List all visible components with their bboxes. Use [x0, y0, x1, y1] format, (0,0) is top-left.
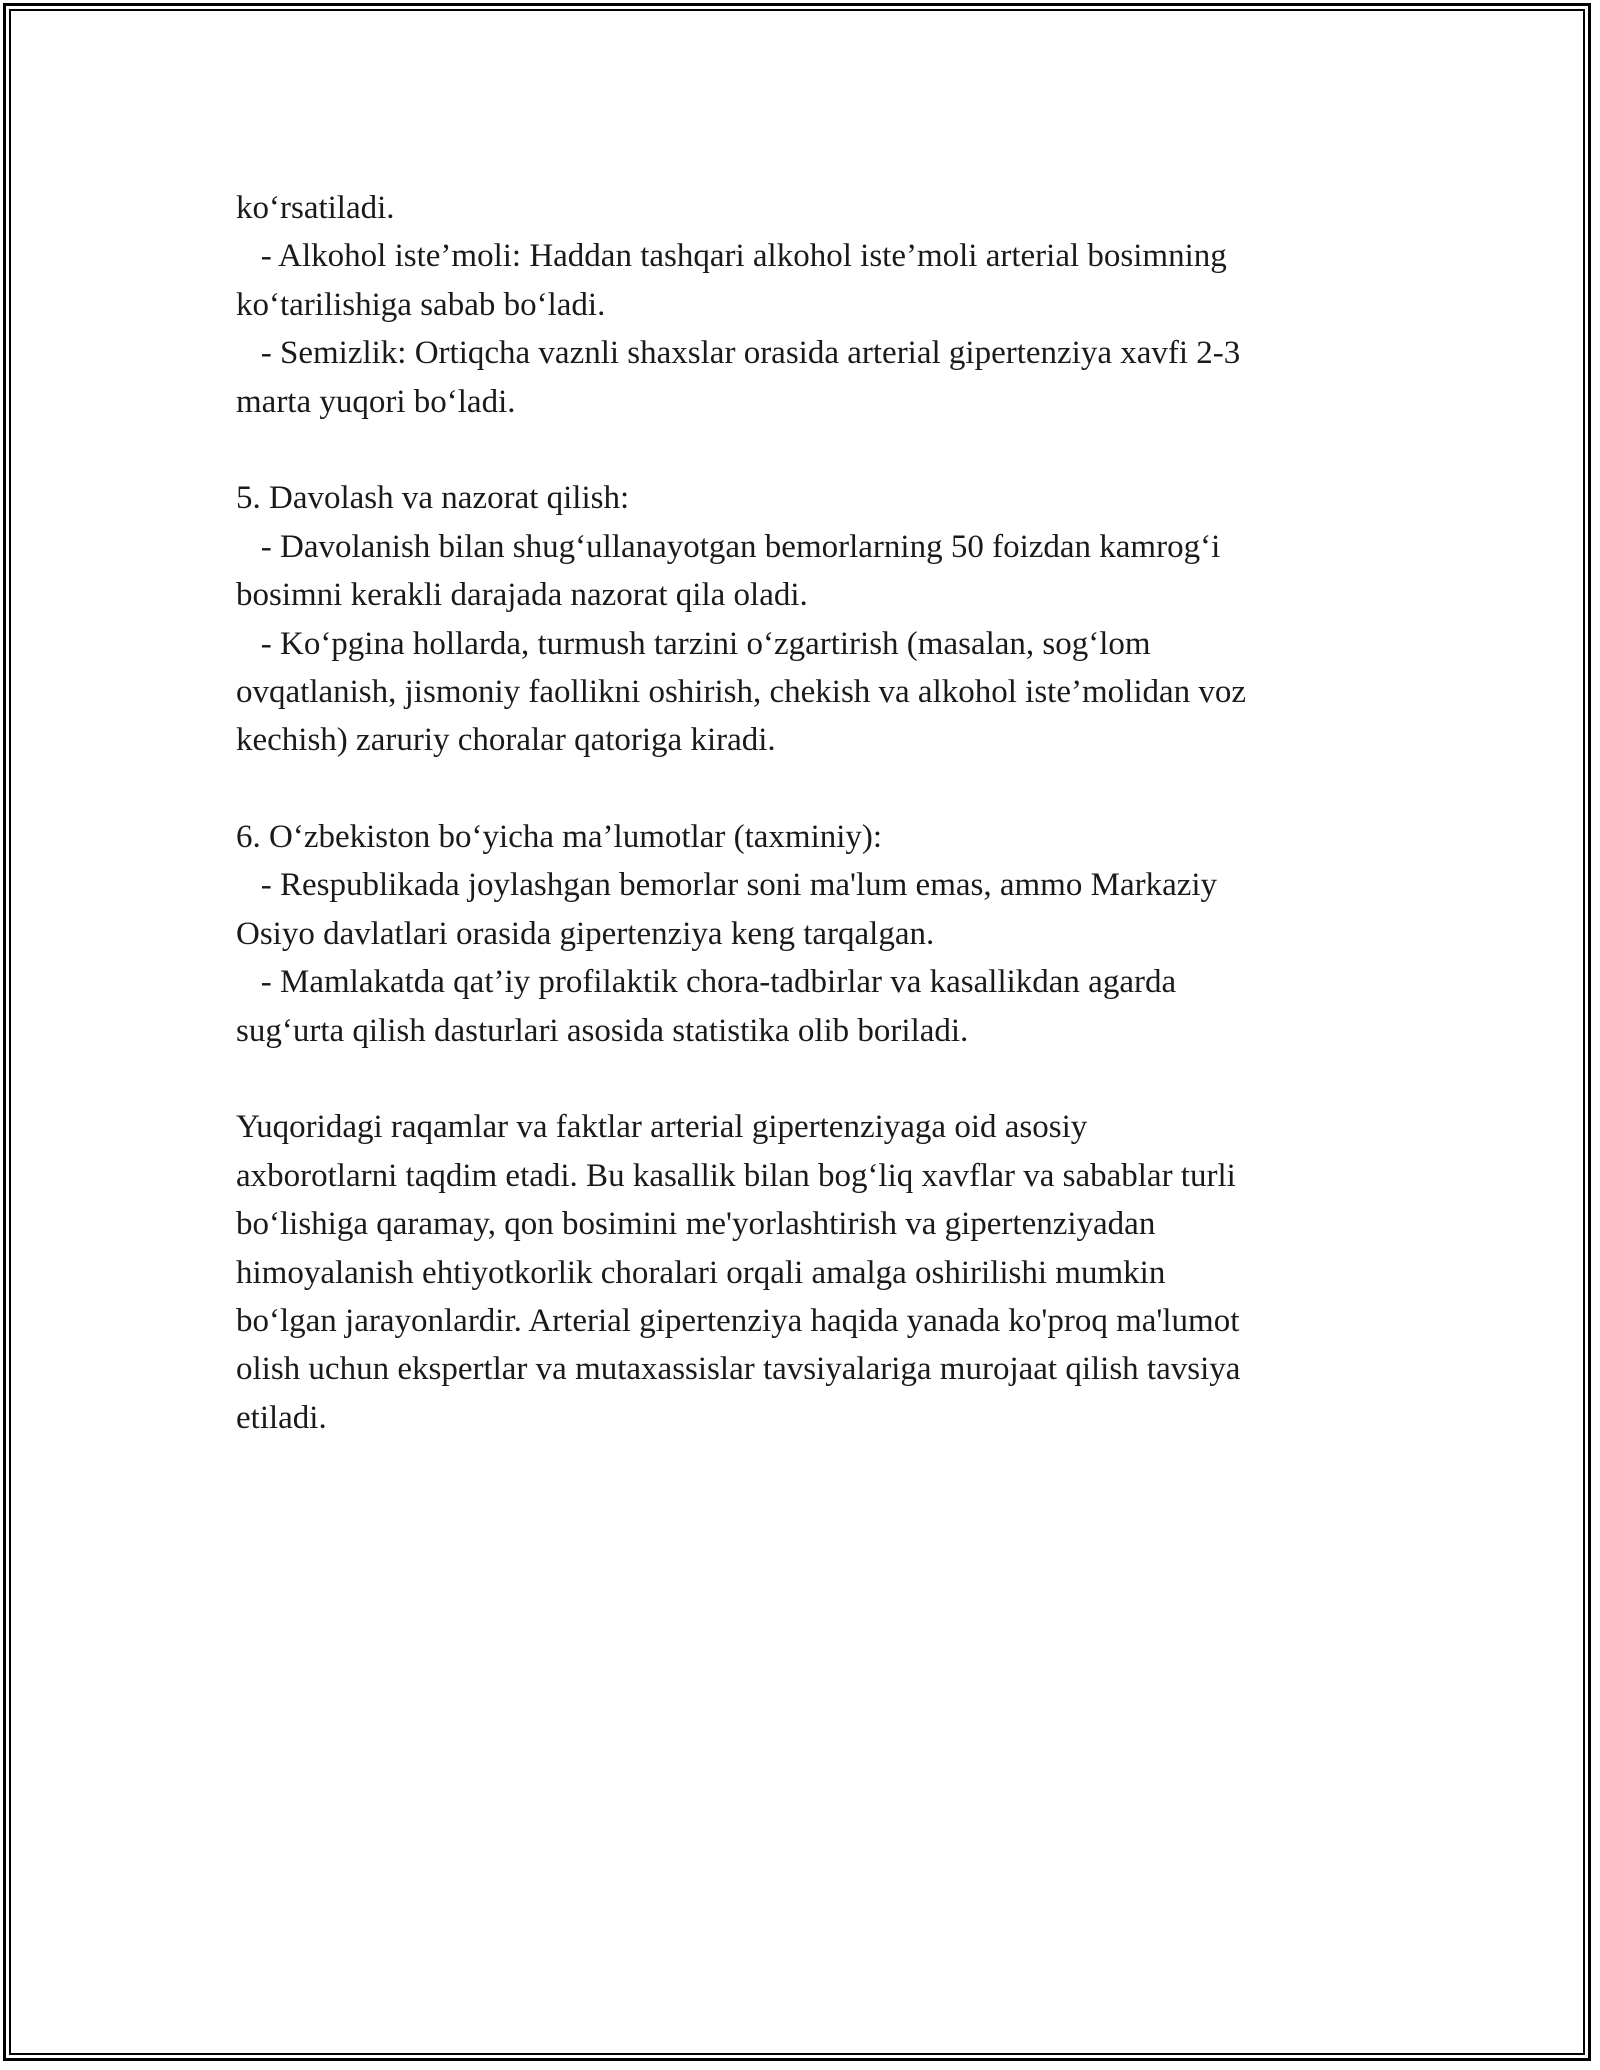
paragraph-spacer [236, 426, 1396, 474]
text-line: Yuqoridagi raqamlar va faktlar arterial gipertenziyaga oid asosiy [236, 1109, 1088, 1146]
text-line: - Semizlik: Ortiqcha vaznli shaxslar orasida arterial gipertenziya xavfi 2-3 [236, 335, 1241, 372]
text-line: - Alkohol iste’moli: Haddan tashqari alkohol iste’moli arterial bosimning [236, 238, 1227, 275]
document-text [236, 184, 1396, 1442]
text-line: bo‘lishiga qaramay, qon bosimini me'yorlashtirish va gipertenziyadan [236, 1206, 1156, 1243]
text-line: - Mamlakatda qat’iy profilaktik chora-tadbirlar va kasallikdan agarda [236, 964, 1177, 1001]
text-line: - Davolanish bilan shug‘ullanayotgan bemorlarning 50 foizdan kamrog‘i [236, 528, 1221, 565]
text-line: kechish) zaruriy choralar qatoriga kiradi. [236, 722, 776, 759]
text-line: Osiyo davlatlari orasida gipertenziya keng tarqalgan. [236, 915, 935, 952]
paragraph-spacer [236, 765, 1396, 813]
section-heading: 5. Davolash va nazorat qilish: [236, 480, 630, 517]
text-line: - Ko‘pgina hollarda, turmush tarzini o‘zgartirish (masalan, sog‘lom [236, 625, 1151, 662]
text-line: ovqatlanish, jismoniy faollikni oshirish, chekish va alkohol iste’molidan voz [236, 673, 1247, 710]
text-line: ko‘rsatiladi. [236, 190, 395, 226]
text-line: bosimni kerakli darajada nazorat qila oladi. [236, 577, 808, 614]
text-line: marta yuqori bo‘ladi. [236, 383, 516, 420]
text-line: etiladi. [236, 1399, 327, 1436]
text-line: himoyalanish ehtiyotkorlik choralari orqali amalga oshirilishi mumkin [236, 1254, 1166, 1291]
text-line: bo‘lgan jarayonlardir. Arterial gipertenziya haqida yanada ko'proq ma'lumot [236, 1302, 1240, 1339]
text-line: ko‘tarilishiga sabab bo‘ladi. [236, 286, 606, 323]
paragraph-spacer [236, 1055, 1396, 1103]
text-line: olish uchun ekspertlar va mutaxassislar tavsiyalariga murojaat qilish tavsiya [236, 1351, 1241, 1388]
text-line: - Respublikada joylashgan bemorlar soni ma'lum emas, ammo Markaziy [236, 867, 1218, 904]
text-line: sug‘urta qilish dasturlari asosida statistika olib boriladi. [236, 1012, 969, 1049]
text-line: axborotlarni taqdim etadi. Bu kasallik bilan bog‘liq xavflar va sabablar turli [236, 1157, 1236, 1194]
section-heading: 6. O‘zbekiston bo‘yicha ma’lumotlar (taxminiy): [236, 819, 883, 856]
